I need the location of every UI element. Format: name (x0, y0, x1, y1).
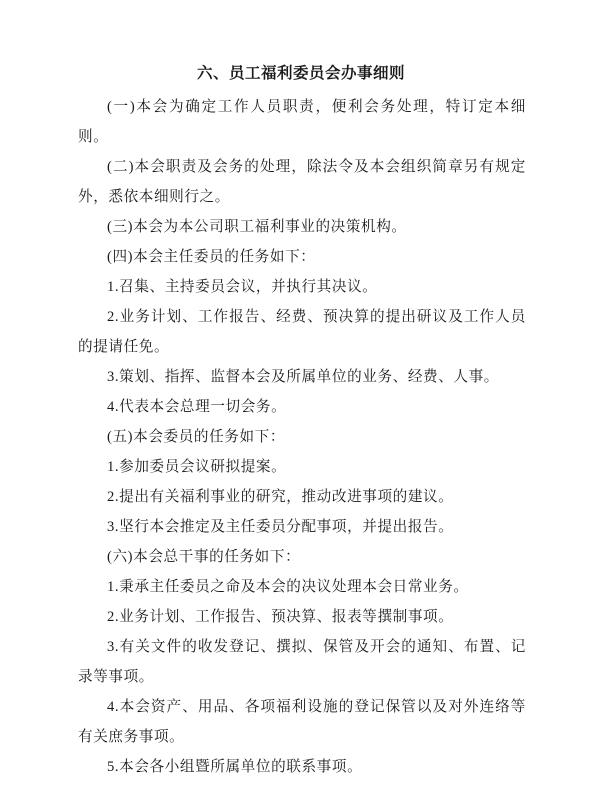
paragraph (78, 422, 526, 452)
paragraph-number: (五) (107, 429, 134, 445)
paragraph-number: 3. (107, 519, 120, 535)
paragraph-number: 4. (107, 399, 120, 415)
paragraph (78, 212, 526, 242)
paragraph-text: 业务计划、工作报告、经费、预决算的提出研议及工作人员的提请任免。 (78, 308, 526, 355)
paragraph-text: 本会资产、用品、各项福利设施的登记保管以及对外连络等有关庶务事项。 (78, 698, 526, 745)
paragraph (78, 632, 526, 692)
paragraph-text: 策划、指挥、监督本会及所属单位的业务、经费、人事。 (119, 368, 500, 385)
paragraph (78, 362, 526, 392)
document-title: 六、员工福利委员会办事细则 (196, 64, 405, 82)
paragraph-number: 1. (107, 459, 120, 475)
paragraph-number: 3. (107, 639, 120, 655)
paragraph-text: 本会为本公司职工福利事业的决策机构。 (133, 218, 407, 235)
paragraph (78, 302, 526, 362)
paragraph (78, 452, 526, 482)
paragraph (78, 572, 526, 602)
paragraph-text: 代表本会总理一切会务。 (119, 398, 287, 415)
paragraph-text: 本会主任委员的任务如下： (133, 248, 316, 265)
paragraph (78, 542, 526, 572)
paragraph-text: 本会为确定工作人员职责，便利会务处理，特订定本细则。 (78, 98, 526, 145)
paragraph-text: 本会委员的任务如下： (133, 428, 286, 445)
paragraph-text: 本会职责及会务的处理，除法令及本会组织简章另有规定外，悉依本细则行之。 (78, 158, 526, 205)
paragraph-number: 3. (107, 369, 120, 385)
paragraph-text: 有关文件的收发登记、撰拟、保管及开会的通知、布置、记录等事项。 (78, 638, 526, 685)
paragraph-text: 本会总干事的任务如下： (133, 548, 301, 565)
paragraph-text: 参加委员会议研拟提案。 (119, 458, 287, 475)
paragraph (78, 272, 526, 302)
paragraph (78, 752, 526, 782)
paragraph-number: (六) (107, 549, 134, 565)
paragraph (78, 92, 526, 152)
paragraph-text: 本会各小组暨所属单位的联系事项。 (119, 758, 363, 775)
paragraph-number: (四) (107, 249, 134, 265)
paragraph-number: 4. (107, 699, 120, 715)
paragraph (78, 152, 526, 212)
paragraph-number: (二) (107, 159, 135, 175)
paragraph-number: 2. (107, 309, 120, 325)
paragraph (78, 482, 526, 512)
paragraph (78, 692, 526, 752)
paragraph-number: 1. (107, 279, 120, 295)
paragraph (78, 242, 526, 272)
paragraph-number: 5. (107, 759, 120, 775)
document-body (78, 92, 526, 782)
paragraph-text: 秉承主任委员之命及本会的决议处理本会日常业务。 (119, 578, 469, 595)
paragraph-number: (一) (107, 99, 136, 115)
paragraph-number: (三) (107, 219, 134, 235)
paragraph-text: 业务计划、工作报告、预决算、报表等撰制事项。 (119, 608, 454, 625)
paragraph-text: 坚行本会推定及主任委员分配事项，并提出报告。 (119, 518, 454, 535)
paragraph-number: 2. (107, 609, 120, 625)
paragraph (78, 602, 526, 632)
paragraph (78, 512, 526, 542)
paragraph-number: 1. (107, 579, 120, 595)
paragraph-text: 提出有关福利事业的研究，推动改进事项的建议。 (119, 488, 454, 505)
paragraph (78, 392, 526, 422)
paragraph-number: 2. (107, 489, 120, 505)
paragraph-text: 召集、主持委员会议，并执行其决议。 (119, 278, 378, 295)
